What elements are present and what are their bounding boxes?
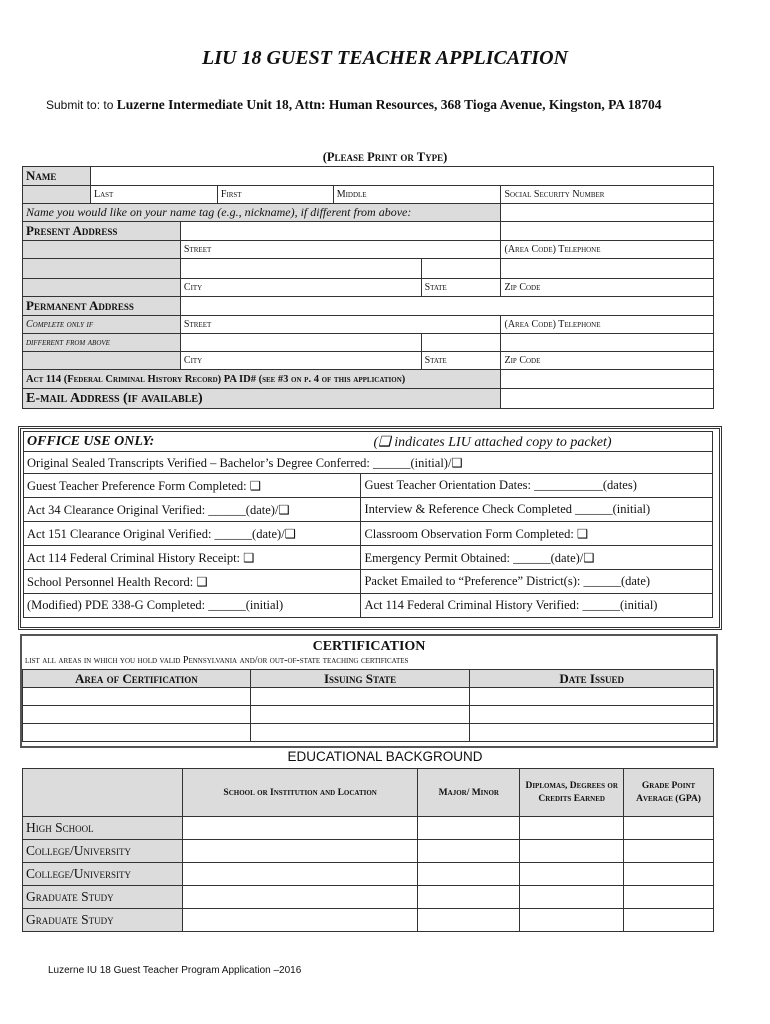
print-type-note: (Please Print or Type) xyxy=(322,150,448,164)
name-field[interactable] xyxy=(90,167,713,186)
education-table xyxy=(22,768,714,932)
edu-gpa-field[interactable] xyxy=(624,817,714,840)
office-item: Guest Teacher Preference Form Completed: ❑ xyxy=(24,474,361,498)
office-heading: OFFICE USE ONLY: xyxy=(27,433,155,449)
cert-state-field[interactable] xyxy=(250,688,470,706)
certification-heading: CERTIFICATION xyxy=(312,639,426,654)
office-item: Classroom Observation Form Completed: ❑ xyxy=(361,522,713,546)
first-name-label: First xyxy=(217,186,333,204)
present-street-field[interactable] xyxy=(180,259,421,279)
present-city-label-spacer xyxy=(23,279,181,297)
email-label: E-mail Address (if available) xyxy=(23,389,501,409)
edu-degree-field[interactable] xyxy=(520,909,624,932)
edu-major-field[interactable] xyxy=(418,886,520,909)
permanent-telephone-field[interactable] xyxy=(501,334,714,352)
permanent-street-label: Street xyxy=(180,316,501,334)
edu-col-major: Major/ Minor xyxy=(418,769,520,817)
cert-area-field[interactable] xyxy=(23,706,251,724)
ssn-field[interactable] xyxy=(501,204,714,222)
complete-only-label: Complete only if xyxy=(23,316,181,334)
cert-area-field[interactable] xyxy=(23,688,251,706)
edu-school-field[interactable] xyxy=(182,863,418,886)
present-city-label: City xyxy=(180,279,421,297)
present-spacer xyxy=(501,222,714,241)
cert-date-field[interactable] xyxy=(470,706,714,724)
permanent-city-label: City xyxy=(180,352,421,370)
present-telephone-field[interactable] xyxy=(501,259,714,279)
edu-major-field[interactable] xyxy=(418,840,520,863)
edu-col-gpa: Grade Point Average (GPA) xyxy=(624,769,714,817)
present-city-spacer xyxy=(23,259,181,279)
permanent-street-field[interactable] xyxy=(180,334,421,352)
edu-row-label: Graduate Study xyxy=(23,909,183,932)
edu-degree-field[interactable] xyxy=(520,817,624,840)
permanent-address-field[interactable] xyxy=(180,297,713,316)
submit-label: Submit to: xyxy=(46,98,104,112)
office-item: Act 34 Clearance Original Verified: ______(date)/❑ xyxy=(24,498,361,522)
edu-row-label: College/University xyxy=(23,863,183,886)
nametag-field[interactable] xyxy=(180,222,501,241)
permanent-zip-label: Zip Code xyxy=(501,352,714,370)
present-zip-label: Zip Code xyxy=(501,279,714,297)
edu-degree-field[interactable] xyxy=(520,840,624,863)
edu-gpa-field[interactable] xyxy=(624,886,714,909)
office-item: Act 151 Clearance Original Verified: ______(date)/❑ xyxy=(24,522,361,546)
certification-table xyxy=(22,669,714,742)
transcripts-verified: Original Sealed Transcripts Verified – Bachelor’s Degree Conferred: ______(initial)/❑ xyxy=(24,452,713,474)
office-item: Interview & Reference Check Completed ______(initial) xyxy=(361,498,713,522)
cert-date-field[interactable] xyxy=(470,724,714,742)
office-use-table xyxy=(23,431,713,618)
permanent-state-field[interactable] xyxy=(421,334,501,352)
edu-major-field[interactable] xyxy=(418,817,520,840)
present-street-label: Street xyxy=(180,241,501,259)
cert-state-field[interactable] xyxy=(250,706,470,724)
edu-gpa-field[interactable] xyxy=(624,840,714,863)
act114-label: Act 114 (Federal Criminal History Record) PA ID# (see #3 on p. 4 of this application) xyxy=(23,370,501,389)
cert-col-area: Area of Certification xyxy=(23,670,251,688)
personal-info-table xyxy=(22,166,714,409)
cert-area-field[interactable] xyxy=(23,724,251,742)
present-street-spacer xyxy=(23,241,181,259)
edu-row-label: Graduate Study xyxy=(23,886,183,909)
cert-date-field[interactable] xyxy=(470,688,714,706)
edu-col-school: School or Institution and Location xyxy=(182,769,418,817)
office-item: Packet Emailed to “Preference” District(s): ______(date) xyxy=(361,570,713,594)
permanent-city-spacer xyxy=(23,352,181,370)
edu-school-field[interactable] xyxy=(182,886,418,909)
office-item: Guest Teacher Orientation Dates: ___________(dates) xyxy=(361,474,713,498)
page-title: LIU 18 GUEST TEACHER APPLICATION xyxy=(202,47,568,69)
edu-school-field[interactable] xyxy=(182,817,418,840)
permanent-state-label: State xyxy=(421,352,501,370)
cert-state-field[interactable] xyxy=(250,724,470,742)
last-name-label: Last xyxy=(90,186,217,204)
cert-col-date: Date Issued xyxy=(470,670,714,688)
edu-level-header xyxy=(23,769,183,817)
office-note: (❑ indicates LIU attached copy to packet) xyxy=(373,434,612,450)
present-state-field[interactable] xyxy=(421,259,501,279)
education-heading: EDUCATIONAL BACKGROUND xyxy=(287,749,483,764)
office-item: School Personnel Health Record: ❑ xyxy=(24,570,361,594)
submit-address: Luzerne Intermediate Unit 18, Attn: Human Resources, 368 Tioga Avenue, Kingston, PA 18704 xyxy=(116,97,662,112)
edu-row-label: High School xyxy=(23,817,183,840)
office-heading-row xyxy=(24,432,713,452)
office-item: Act 114 Federal Criminal History Receipt: ❑ xyxy=(24,546,361,570)
edu-gpa-field[interactable] xyxy=(624,909,714,932)
email-field[interactable] xyxy=(501,389,714,409)
different-from-label: different from above xyxy=(23,334,181,352)
edu-major-field[interactable] xyxy=(418,863,520,886)
name-spacer xyxy=(23,186,91,204)
office-item: Emergency Permit Obtained: ______(date)/❑ xyxy=(361,546,713,570)
present-state-label: State xyxy=(421,279,501,297)
edu-school-field[interactable] xyxy=(182,909,418,932)
page-footer: Luzerne IU 18 Guest Teacher Program Application –2016 xyxy=(48,965,302,976)
permanent-address-label: Permanent Address xyxy=(23,297,181,316)
middle-name-label: Middle xyxy=(333,186,501,204)
edu-degree-field[interactable] xyxy=(520,863,624,886)
office-item: (Modified) PDE 338-G Completed: ______(initial) xyxy=(24,594,361,618)
act114-field[interactable] xyxy=(501,370,714,389)
submit-instructions xyxy=(46,95,726,115)
present-address-label: Present Address xyxy=(23,222,181,241)
cert-col-state: Issuing State xyxy=(250,670,470,688)
certification-instructions: list all areas in which you hold valid Pennsylvania and/or out-of-state teaching certificates xyxy=(25,655,409,666)
ssn-label: Social Security Number xyxy=(501,186,714,204)
edu-row-label: College/University xyxy=(23,840,183,863)
name-label: Name xyxy=(23,167,91,186)
present-telephone-label: (Area Code) Telephone xyxy=(501,241,714,259)
edu-degree-field[interactable] xyxy=(520,886,624,909)
permanent-telephone-label: (Area Code) Telephone xyxy=(501,316,714,334)
edu-gpa-field[interactable] xyxy=(624,863,714,886)
edu-major-field[interactable] xyxy=(418,909,520,932)
submit-to: to xyxy=(103,98,117,112)
edu-school-field[interactable] xyxy=(182,840,418,863)
nametag-label: Name you would like on your name tag (e.g., nickname), if different from above: xyxy=(23,204,501,222)
office-item: Act 114 Federal Criminal History Verified: ______(initial) xyxy=(361,594,713,618)
edu-col-degrees: Diplomas, Degrees or Credits Earned xyxy=(520,769,624,817)
